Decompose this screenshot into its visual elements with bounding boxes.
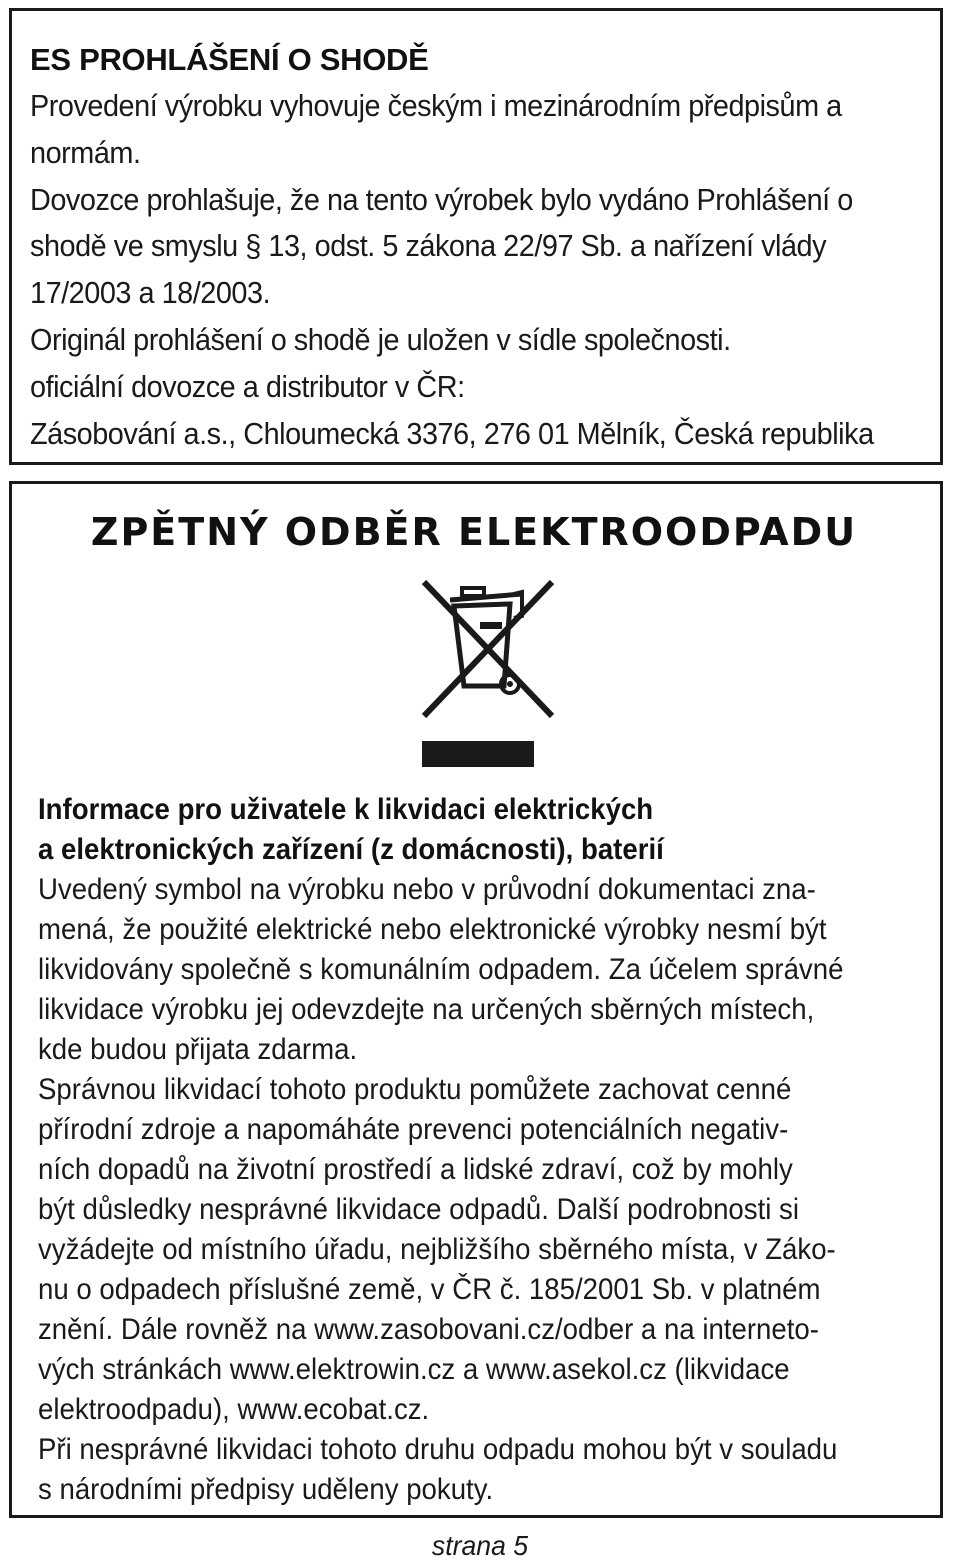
info-heading-line: Informace pro uživatele k likvidaci elektrických (38, 793, 654, 826)
info-body-line: Správnou likvidací tohoto produktu pomůžete zachovat cenné (38, 1073, 792, 1106)
info-heading-line: a elektronických zařízení (z domácnosti), baterií (38, 833, 664, 866)
info-body-line: likvidace výrobku jej odevzdejte na určených sběrných místech, (38, 993, 815, 1026)
info-body-line: být důsledky nesprávné likvidace odpadů. Další podrobnosti si (38, 1193, 799, 1226)
info-body-line: Uvedený symbol na výrobku nebo v průvodní dokumentaci zna- (38, 873, 816, 906)
declaration-line: Dovozce prohlašuje, že na tento výrobek bylo vydáno Prohlášení o (30, 181, 853, 217)
weee-box (9, 481, 943, 1518)
declaration-line: Originál prohlášení o shodě je uložen v sídle společnosti. (30, 321, 731, 357)
crossed-out-wheelie-bin-icon (410, 574, 560, 724)
declaration-line: shodě ve smyslu § 13, odst. 5 zákona 22/97 Sb. a nařízení vlády (30, 228, 827, 264)
info-body-line: s národními předpisy uděleny pokuty. (38, 1473, 494, 1506)
info-body-line: vyžádejte od místního úřadu, nejbližšího sběrného místa, v Záko- (38, 1233, 836, 1266)
info-body-line: elektroodpadu), www.ecobat.cz. (38, 1393, 430, 1426)
declaration-line: Provedení výrobku vyhovuje českým i mezinárodním předpisům a (30, 88, 842, 123)
info-body-line: vých stránkách www.elektrowin.cz a www.asekol.cz (likvidace (38, 1353, 790, 1386)
info-body-line: kde budou přijata zdarma. (38, 1033, 358, 1066)
page-number: strana 5 (431, 1530, 529, 1561)
info-body-line: mená, že použité elektrické nebo elektronické výrobky nesmí být (38, 913, 827, 946)
declaration-line: oficiální dovozce a distributor v ČR: (30, 368, 465, 404)
declaration-line: Zásobování a.s., Chloumecká 3376, 276 01 Mělník, Česká republika (30, 415, 874, 451)
info-body-line: přírodní zdroje a napomáháte prevenci potenciálních negativ- (38, 1113, 789, 1146)
weee-info (38, 790, 918, 1510)
weee-bar (422, 741, 534, 767)
info-body-line: znění. Dále rovněž na www.zasobovani.cz/odber a na interneto- (38, 1313, 819, 1346)
declaration-line: 17/2003 a 18/2003. (30, 275, 271, 311)
info-body-line: likvidovány společně s komunálním odpadem. Za účelem správné (38, 953, 844, 986)
info-body-line: nu o odpadech příslušné země, v ČR č. 185/2001 Sb. v platném (38, 1273, 821, 1306)
declaration-line: normám. (30, 134, 141, 170)
info-body-line: Při nesprávné likvidaci tohoto druhu odpadu mohou být v souladu (38, 1433, 838, 1466)
info-body-line: ních dopadů na životní prostředí a lidské zdraví, což by mohly (38, 1153, 793, 1186)
declaration-box (9, 8, 943, 465)
declaration-title: ES PROHLÁŠENÍ O SHODĚ (30, 42, 429, 77)
weee-title: ZPĚTNÝ ODBĚR ELEKTROODPADU (90, 510, 858, 554)
